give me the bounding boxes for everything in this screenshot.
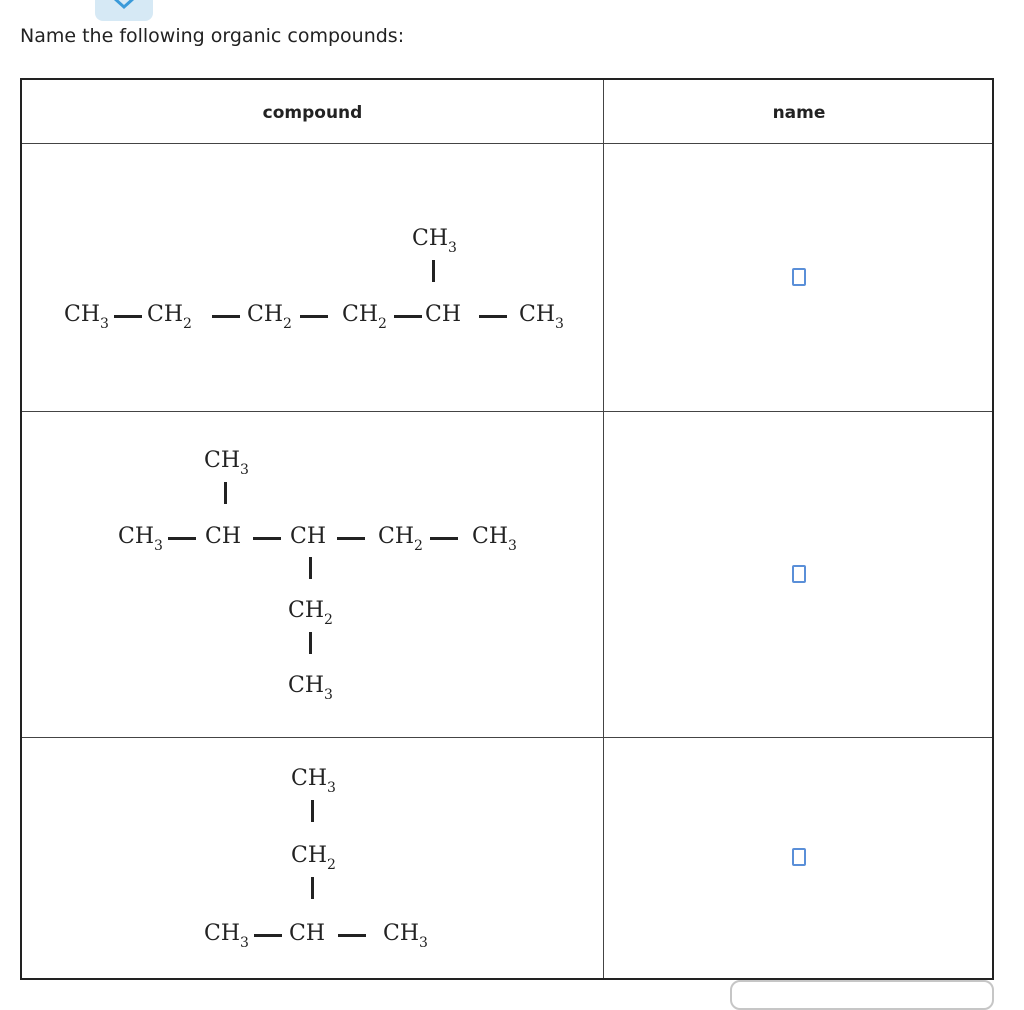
group-label: CH	[289, 921, 326, 946]
group-label: $CH_3$	[412, 226, 457, 256]
group-label: $CH_3$	[288, 673, 333, 703]
bond	[168, 537, 196, 540]
group-label: $CH_2$	[247, 302, 292, 332]
compound-structure-3	[22, 738, 603, 980]
bond	[309, 632, 312, 654]
bond	[309, 557, 312, 579]
group-label: $CH_3$	[204, 921, 249, 951]
column-divider	[603, 80, 604, 978]
group-label: $CH_2$	[147, 302, 192, 332]
group-label: $CH_3$	[519, 302, 564, 332]
compound-column-header: compound	[262, 103, 363, 123]
name-column-header: name	[772, 103, 826, 123]
bond	[311, 800, 314, 822]
group-label: $CH_3$	[64, 302, 109, 332]
bond	[224, 482, 227, 504]
name-answer-input-1[interactable]	[792, 268, 806, 286]
name-answer-input-2[interactable]	[792, 565, 806, 583]
group-label: $CH_3$	[204, 448, 249, 478]
bond	[311, 877, 314, 899]
group-label: $CH_3$	[118, 524, 163, 554]
compound-table	[20, 78, 994, 980]
compound-structure-2	[22, 412, 603, 737]
bond	[394, 315, 422, 318]
bond	[114, 315, 142, 318]
group-label: CH	[290, 524, 327, 549]
bond	[479, 315, 507, 318]
bond	[432, 260, 435, 282]
group-label: $CH_3$	[291, 766, 336, 796]
group-label: $CH_2$	[288, 598, 333, 628]
group-label: CH	[425, 302, 462, 327]
group-label: $CH_2$	[342, 302, 387, 332]
chevron-down-icon	[112, 0, 136, 10]
collapse-tab[interactable]	[95, 0, 153, 21]
group-label: $CH_2$	[378, 524, 423, 554]
group-label: $CH_3$	[472, 524, 517, 554]
name-answer-input-3[interactable]	[792, 848, 806, 866]
bond	[300, 315, 328, 318]
bond	[337, 537, 365, 540]
group-label: $CH_3$	[383, 921, 428, 951]
bond	[212, 315, 240, 318]
bond	[338, 934, 366, 937]
bond	[253, 537, 281, 540]
bond	[254, 934, 282, 937]
bond	[430, 537, 458, 540]
question-prompt: Name the following organic compounds:	[20, 25, 405, 47]
group-label: $CH_2$	[291, 843, 336, 873]
group-label: CH	[205, 524, 242, 549]
compound-structure-1	[22, 144, 603, 411]
action-button[interactable]	[730, 980, 994, 1010]
